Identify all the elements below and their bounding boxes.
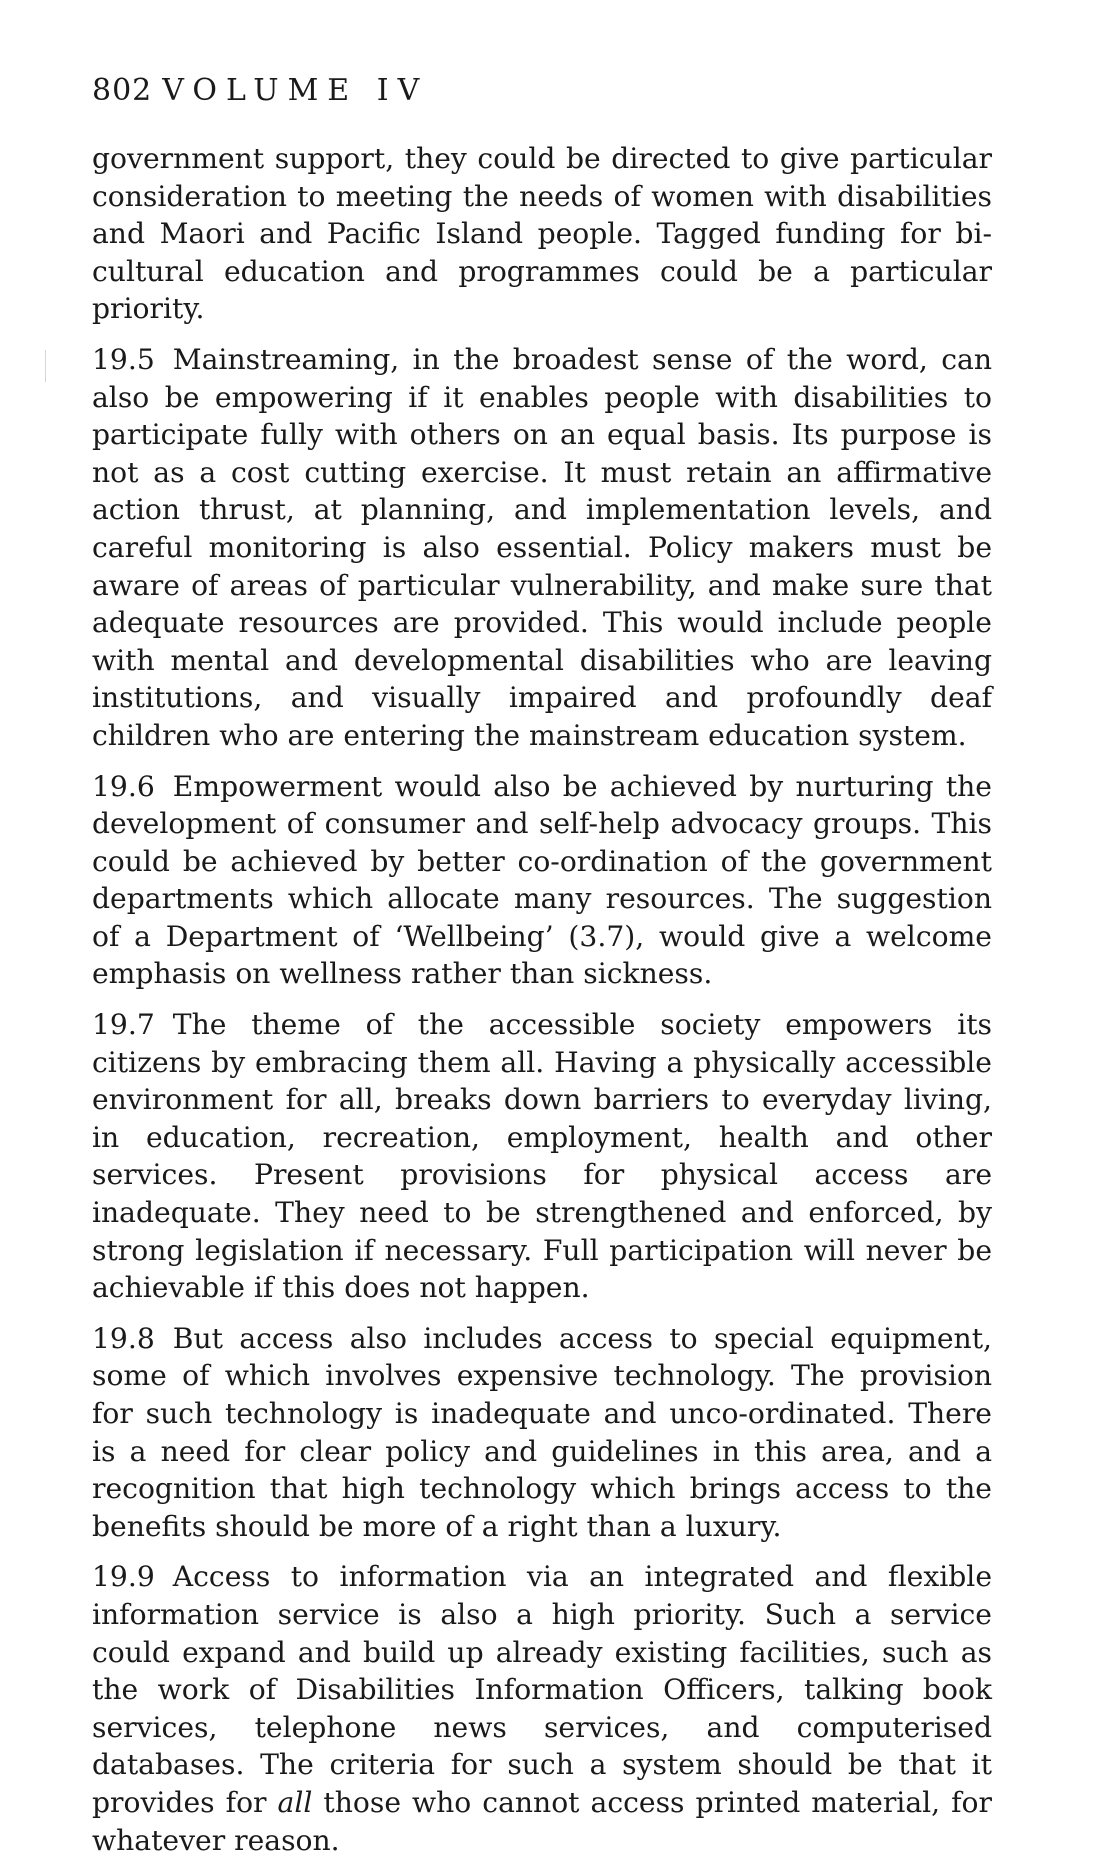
paragraph-text: Access to information via an integrated and flexible information service is also a high priority. Such a service could expand and build up already existing facilities, such as the work of Disabilities Information Officers, talking book services, telephone news services, and computerised databases. The criteria for such a system should be that it provides for: [92, 1560, 992, 1819]
paragraph-text: those who cannot access printed material, for whatever reason.: [92, 1785, 993, 1857]
paragraph-number: 19.5: [92, 342, 155, 376]
paragraph-number: 19.7: [92, 1008, 155, 1042]
paragraph-19-9: [92, 1558, 992, 1859]
paragraph-number: 19.9: [92, 1560, 155, 1594]
paragraph-text: But access also includes access to special equipment, some of which involves expensive technology. The provision for such technology is inadequate and unco-ordinated. There is a need for clear policy and guidelines in this area, and a recognition that high technology which brings access to the benefits should be more of a right than a luxury.: [92, 1321, 992, 1543]
paragraph-text: Empowerment would also be achieved by nurturing the development of consumer and self-help advocacy groups. This could be achieved by better co-ordination of the government departments which allocate many resources. The suggestion of a Department of ‘Wellbeing’ (3.7), would give a welcome emphasis on wellness rather than sickness.: [92, 769, 992, 991]
paragraph-19-6: [92, 768, 992, 994]
paragraph-19-5: [92, 341, 992, 755]
paragraph-number: 19.8: [92, 1321, 155, 1355]
body-text: [92, 140, 992, 1872]
page-number: 802: [92, 73, 153, 108]
paragraph-continuation: [92, 140, 992, 328]
paragraph-text: Mainstreaming, in the broadest sense of the word, can also be empowering if it enables people with disabilities to participate fully with others on an equal basis. Its purpose is not as a cost cutting exercise. It must retain an affirmative action thrust, at planning, and implementation levels, and careful monitoring is also essential. Policy makers must be aware of areas of particular vulnerability, and make sure that adequate resources are provided. This would include people with mental and developmental disabilities who are leaving institutions, and visually impaired and profoundly deaf children who are entering the mainstream education system.: [92, 342, 992, 752]
paragraph-text: The theme of the accessible society empowers its citizens by embracing them all. Having a physically accessible environment for all, breaks down barriers to everyday living, in education, recreation, employment, health and other services. Present provisions for physical access are inadequate. They need to be strengthened and enforced, by strong legislation if necessary. Full participation will never be achievable if this does not happen.: [92, 1008, 992, 1305]
running-header: [92, 73, 429, 108]
volume-label: VOLUME IV: [162, 73, 429, 108]
scan-margin-mark: [45, 350, 46, 382]
paragraph-number: 19.6: [92, 769, 155, 803]
emphasis-text: all: [277, 1785, 313, 1819]
paragraph-19-7: [92, 1006, 992, 1307]
paragraph-19-8: [92, 1320, 992, 1546]
paragraph-text: government support, they could be directed to give particular consideration to meeting the needs of women with disabilities and Maori and Pacific Island people. Tagged funding for bi-cultural education and programmes could be a particular priority.: [92, 142, 992, 326]
